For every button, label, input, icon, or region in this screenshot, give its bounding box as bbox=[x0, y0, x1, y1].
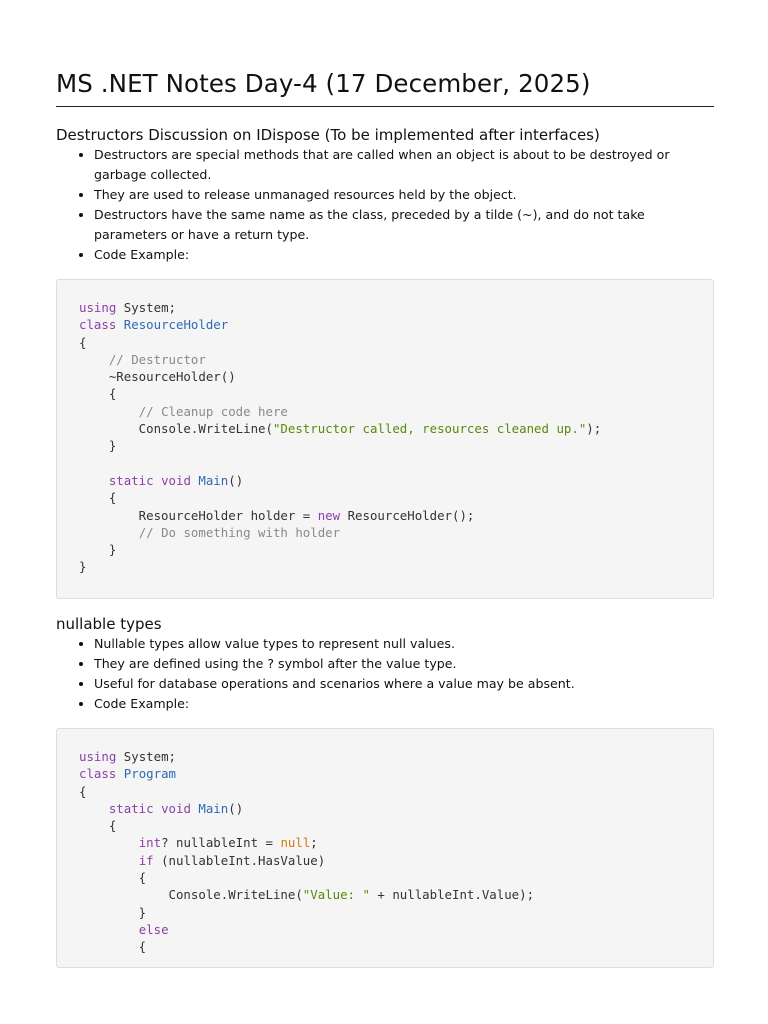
document-title: MS .NET Notes Day-4 (17 December, 2025) bbox=[56, 69, 591, 98]
code-token: () bbox=[228, 472, 244, 488]
list-item: • Destructors are special methods that are called when an object is about to be destroyed or garbage collected. bbox=[94, 145, 714, 185]
code-token: class bbox=[79, 766, 117, 782]
code-token: } bbox=[79, 559, 87, 575]
list-item: • Useful for database operations and scenarios where a value may be absent. bbox=[94, 674, 714, 694]
title-divider bbox=[56, 106, 714, 107]
code-line bbox=[79, 904, 691, 921]
code-token: // Do something with holder bbox=[138, 524, 341, 540]
code-token bbox=[154, 801, 161, 816]
code-token bbox=[79, 525, 139, 540]
code-line bbox=[79, 437, 691, 454]
code-token: "Destructor called, resources cleaned up." bbox=[272, 421, 587, 437]
code-token: if bbox=[138, 852, 154, 868]
code-token: Console.WriteLine( bbox=[79, 421, 273, 437]
code-line bbox=[79, 748, 691, 765]
code-token: System; bbox=[116, 749, 176, 764]
code-line bbox=[79, 472, 691, 489]
code-token: Main bbox=[198, 800, 229, 816]
section-heading-destructors: Destructors Discussion on IDispose (To be implemented after interfaces) bbox=[56, 126, 600, 144]
code-token: int bbox=[138, 835, 162, 851]
code-token: { bbox=[79, 334, 87, 350]
list-item: • Code Example: bbox=[94, 694, 714, 714]
code-token: ? nullableInt = bbox=[161, 835, 281, 851]
code-token bbox=[79, 835, 139, 850]
code-token: (nullableInt.HasValue) bbox=[153, 852, 326, 868]
code-token: { bbox=[79, 490, 117, 506]
code-token bbox=[79, 473, 109, 488]
code-token: "Value: " bbox=[302, 887, 370, 903]
code-token bbox=[79, 922, 139, 937]
code-token: System; bbox=[116, 300, 176, 315]
list-item: • Nullable types allow value types to represent null values. bbox=[94, 634, 714, 654]
code-line bbox=[79, 420, 691, 437]
destructors-bullet-list bbox=[56, 145, 714, 265]
code-token bbox=[79, 853, 139, 868]
code-token: ); bbox=[586, 421, 602, 437]
code-line bbox=[79, 541, 691, 558]
code-token: // Cleanup code here bbox=[138, 403, 288, 419]
destructor-code-block[interactable] bbox=[56, 279, 714, 599]
code-line bbox=[79, 455, 691, 472]
code-token: new bbox=[317, 507, 341, 523]
list-item: • Code Example: bbox=[94, 245, 714, 265]
code-token: void bbox=[161, 472, 191, 488]
code-token: { bbox=[79, 870, 147, 886]
code-token: { bbox=[79, 939, 147, 955]
code-line bbox=[79, 507, 691, 524]
list-item: • They are used to release unmanaged resources held by the object. bbox=[94, 185, 714, 205]
code-token: { bbox=[79, 386, 117, 402]
code-line bbox=[79, 351, 691, 368]
code-token bbox=[116, 317, 123, 332]
code-line bbox=[79, 765, 691, 782]
section-heading-nullable-types: nullable types bbox=[56, 615, 162, 633]
list-item: • Destructors have the same name as the class, preceded by a tilde (~), and do not take parameters or have a return type. bbox=[94, 205, 714, 245]
code-token bbox=[116, 766, 123, 781]
code-line bbox=[79, 403, 691, 420]
code-token bbox=[79, 404, 139, 419]
code-token: null bbox=[280, 835, 311, 851]
code-token: ResourceHolder holder = bbox=[79, 507, 318, 523]
code-token: class bbox=[79, 317, 117, 333]
list-item: • They are defined using the ? symbol after the value type. bbox=[94, 654, 714, 674]
code-token bbox=[79, 801, 109, 816]
code-line bbox=[79, 524, 691, 541]
code-token: static bbox=[108, 800, 154, 816]
code-line bbox=[79, 385, 691, 402]
code-line bbox=[79, 299, 691, 316]
code-line bbox=[79, 800, 691, 817]
code-token: { bbox=[79, 818, 117, 834]
nullable-code-block[interactable] bbox=[56, 728, 714, 968]
code-line bbox=[79, 886, 691, 903]
code-line bbox=[79, 869, 691, 886]
code-line bbox=[79, 316, 691, 333]
code-token: else bbox=[138, 921, 169, 937]
code-line bbox=[79, 489, 691, 506]
code-token: { bbox=[79, 783, 87, 799]
code-token: Console.WriteLine( bbox=[79, 887, 303, 903]
code-line bbox=[79, 334, 691, 351]
code-token: using bbox=[79, 300, 117, 315]
code-line bbox=[79, 852, 691, 869]
code-token: void bbox=[161, 800, 191, 816]
code-line bbox=[79, 817, 691, 834]
code-token bbox=[79, 352, 109, 367]
code-token: ; bbox=[310, 835, 318, 851]
code-token: using bbox=[79, 749, 117, 764]
code-line bbox=[79, 834, 691, 851]
code-token: Main bbox=[198, 472, 229, 488]
code-token: } bbox=[79, 904, 147, 920]
nullable-bullet-list bbox=[56, 634, 714, 714]
code-token bbox=[154, 473, 161, 488]
code-line bbox=[79, 921, 691, 938]
document-page bbox=[56, 0, 714, 968]
code-token: () bbox=[228, 800, 244, 816]
code-token: // Destructor bbox=[108, 351, 206, 367]
code-token: static bbox=[108, 472, 154, 488]
code-token: } bbox=[79, 438, 117, 454]
code-line bbox=[79, 368, 691, 385]
code-line bbox=[79, 938, 691, 955]
code-token: } bbox=[79, 542, 117, 558]
code-token: Program bbox=[123, 766, 176, 782]
code-token: ResourceHolder bbox=[123, 317, 229, 333]
code-line bbox=[79, 558, 691, 575]
code-token: ~ResourceHolder() bbox=[79, 369, 236, 385]
code-token: + nullableInt.Value); bbox=[369, 887, 535, 903]
code-token: ResourceHolder(); bbox=[340, 507, 475, 523]
code-line bbox=[79, 783, 691, 800]
